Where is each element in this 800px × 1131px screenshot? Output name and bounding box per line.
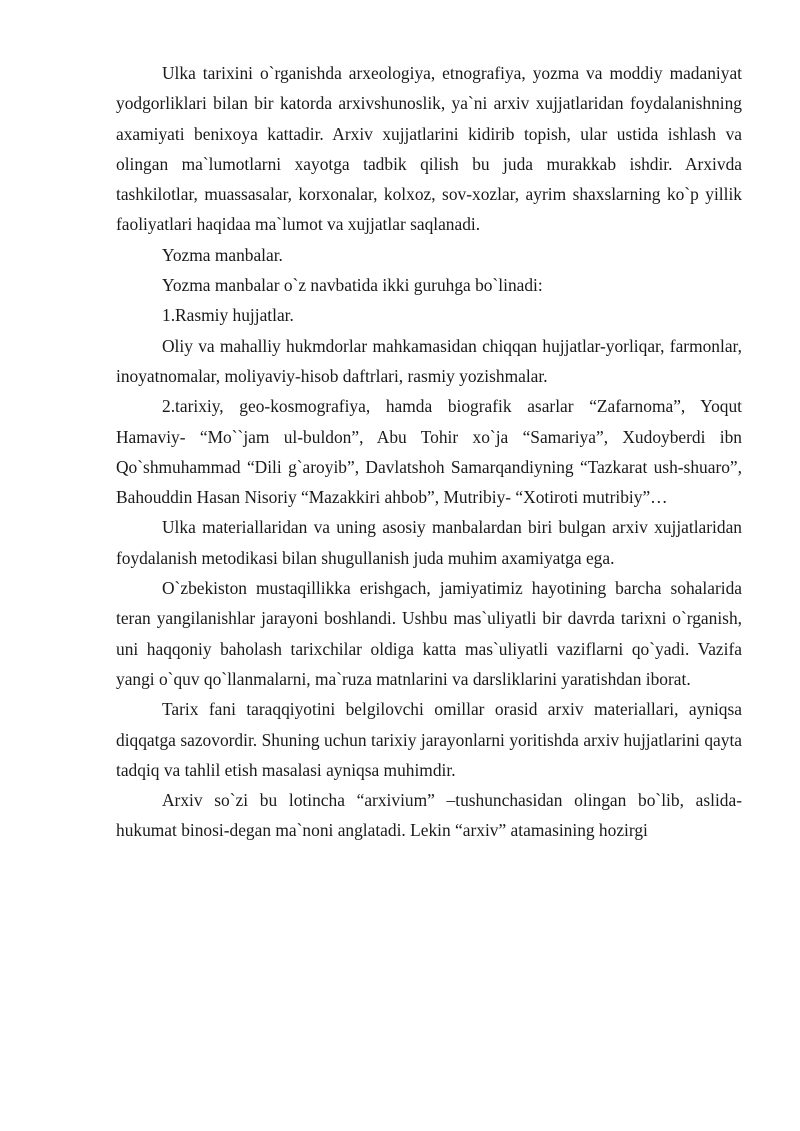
paragraph-archive-importance: Ulka tarixini o`rganishda arxeologiya, etnografiya, yozma va moddiy madaniyat yodgorliklari bilan bir katorda arxivshunoslik, ya`ni arxiv xujjatlaridan foydalanishning axamiyati benixoya kattadir. Arxiv xujjatlarini kidirib topish, ular ustida ishlash va olingan ma`lumotlarni xayotga tadbik qilish bu juda murakkab ishdir. Arxivda tashkilotlar, muassasalar, korxonalar, kolxoz, sov-xozlar, ayrim shaxslarning ko`p yillik faoliyatlari haqidaa ma`lumot va xujjatlar saqlanadi.: [116, 63, 742, 235]
document-page: [116, 58, 742, 846]
paragraph-official-documents: Oliy va mahalliy hukmdorlar mahkamasidan chiqqan hujjatlar-yorliqar, farmonlar, inoyatnomalar, moliyaviy-hisob daftrlari, rasmiy yozishmalar.: [116, 335, 742, 386]
paragraph-methodology: Ulka materiallaridan va uning asosiy manbalardan biri bulgan arxiv xujjatlaridan foydalanish metodikasi bilan shugullanish juda muhim axamiyatga ega.: [116, 517, 742, 568]
list-item-official-documents: 1.Rasmiy hujjatlar.: [162, 305, 294, 326]
paragraph-two-groups: Yozma manbalar o`z navbatida ikki guruhga bo`linadi:: [162, 275, 543, 296]
paragraph-independence: O`zbekiston mustaqillikka erishgach, jamiyatimiz hayotining barcha sohalarida teran yangilanishlar jarayoni boshlandi. Ushbu mas`uliyatli bir davrda tarixni o`rganish, uni haqqoniy baholash tarixchilar oldiga katta mas`uliyatli vaziflarni qo`yadi. Vazifa yangi o`quv qo`llanmalarni, ma`ruza matnlarini va darsliklarini yaratishdan iborat.: [116, 578, 742, 689]
paragraph-archive-word: Arxiv so`zi bu lotincha “arxivium” –tushunchasidan olingan bo`lib, aslida-hukumat binosi-degan ma`noni anglatadi. Lekin “arxiv” atamasining hozirgi: [116, 790, 742, 841]
paragraph-archive-materials: Tarix fani taraqqiyotini belgilovchi omillar orasid arxiv materiallari, ayniqsa diqqatga sazovordir. Shuning uchun tarixiy jarayonlarni yoritishda arxiv hujjatlarini qayta tadqiq va tahlil etish masalasi ayniqsa muhimdir.: [116, 699, 742, 780]
list-item-historical-works: 2.tarixiy, geo-kosmografiya, hamda biografik asarlar “Zafarnoma”, Yoqut Hamaviy- “Mo``jam ul-buldon”, Abu Tohir xo`ja “Samariya”, Xudoyberdi ibn Qo`shmuhammad “Dili g`aroyib”, Davlatshoh Samarqandiyning “Tazkarat ush-shuaro”, Bahouddin Hasan Nisoriy “Mazakkiri ahbob”, Mutribiy- “Xotiroti mutribiy”…: [116, 396, 742, 508]
heading-written-sources: Yozma manbalar.: [162, 244, 283, 265]
